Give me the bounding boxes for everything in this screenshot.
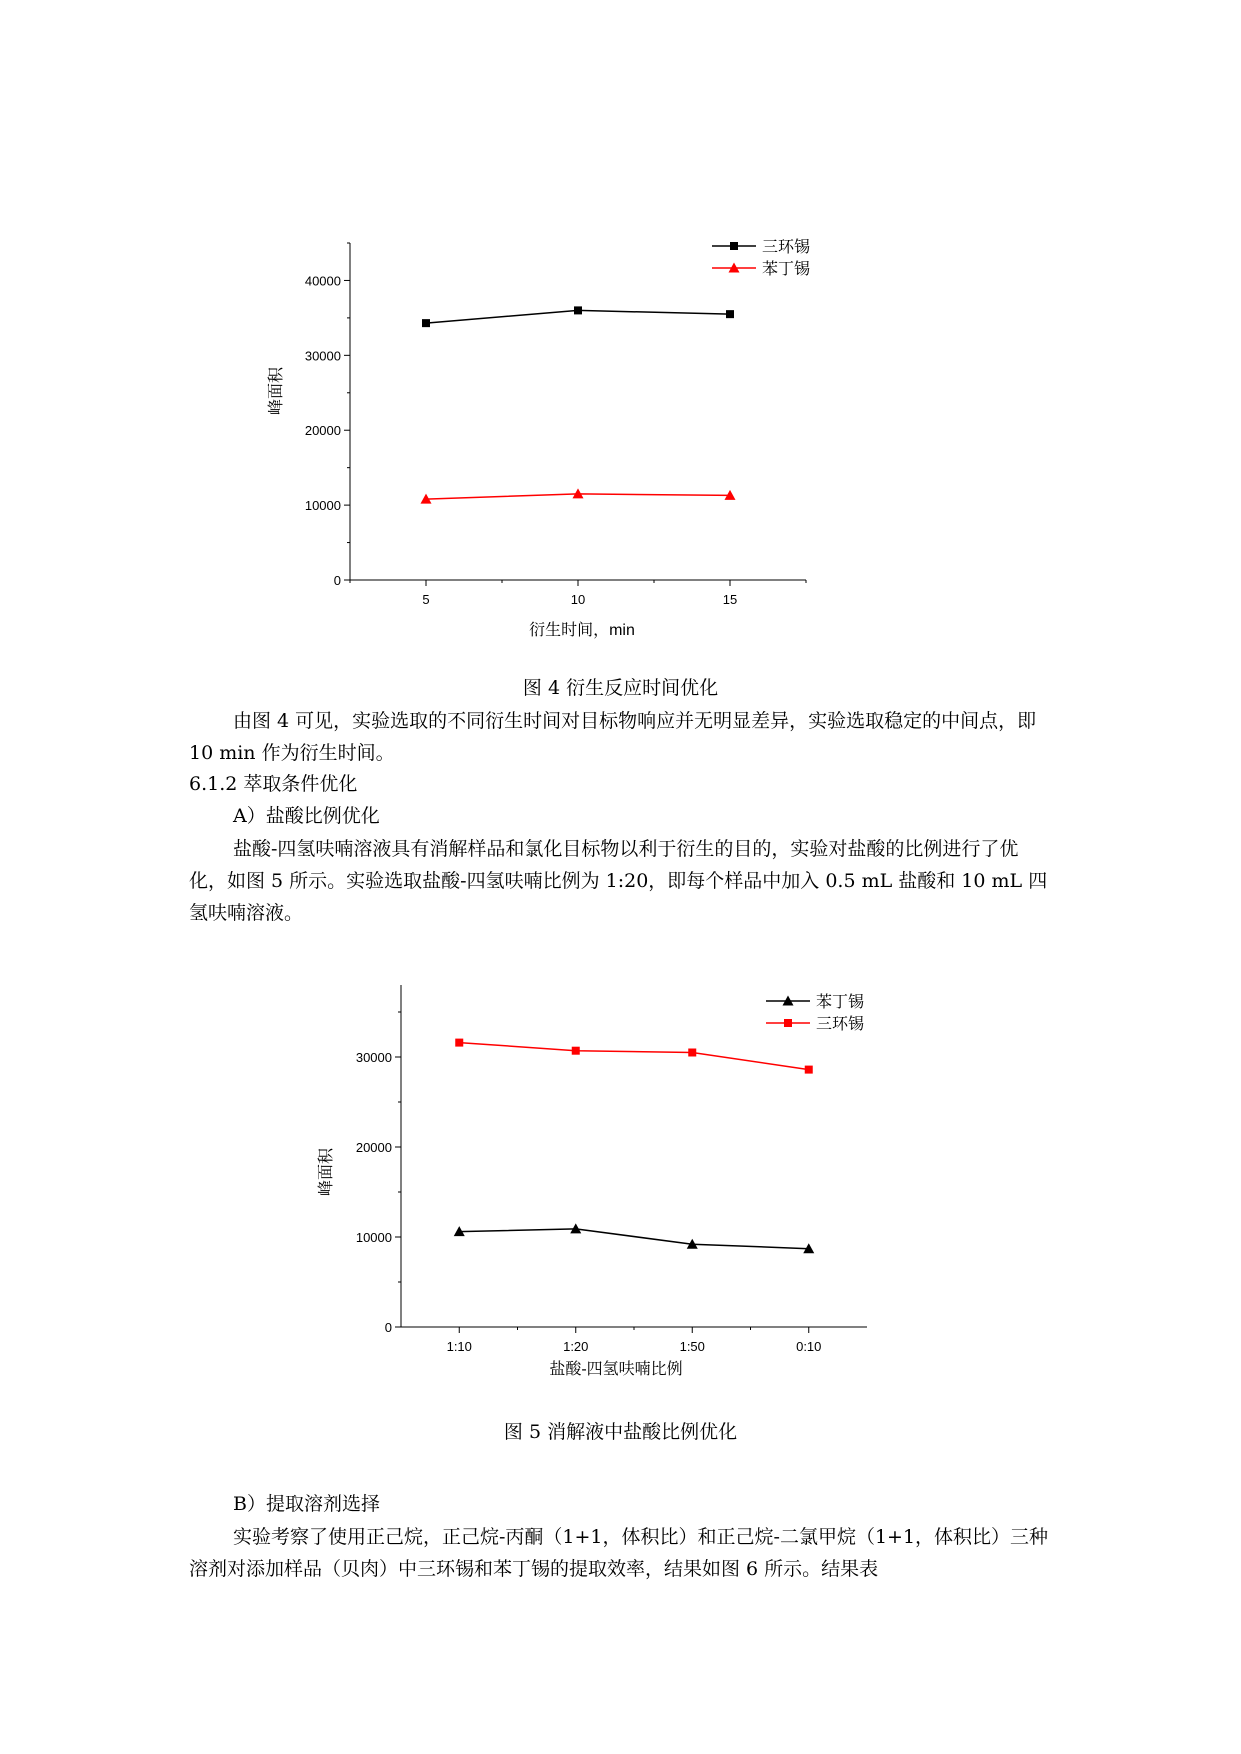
figure-4-x-tick-label: 10 [570, 592, 586, 607]
figure-4-x-tick-label: 5 [422, 592, 430, 607]
figure-5-series-line-2 [459, 1043, 809, 1070]
figure-5-data-point [572, 1047, 580, 1055]
figure-5-legend-marker-2 [784, 1019, 792, 1027]
figure-5-legend-label-2: 三环锡 [816, 1016, 865, 1033]
figure-4-chart [240, 205, 840, 645]
figure-4-y-tick-label: 30000 [304, 348, 341, 364]
figure-4-data-point [574, 306, 582, 314]
figure-5-y-tick-label: 20000 [355, 1140, 392, 1155]
figure-5-data-point [688, 1049, 696, 1057]
paragraph-2: 盐酸-四氢呋喃溶液具有消解样品和氯化目标物以利于衍生的目的，实验对盐酸的比例进行了优化，如图 5 所示。实验选取盐酸-四氢呋喃比例为 1:20，即每个样品中加入 0.5 mL 盐酸和 10 mL 四氢呋喃溶液。 [189, 838, 1048, 924]
figure-5-y-axis-label: 峰面积 [318, 1147, 335, 1197]
figure-5-data-point [805, 1066, 813, 1074]
figure-4-data-point [422, 319, 430, 327]
figure-4-legend-label-2: 苯丁锡 [762, 261, 811, 278]
figure-5-y-tick-label: 0 [384, 1320, 392, 1335]
figure-5-caption: 图 5 消解液中盐酸比例优化 [503, 1421, 738, 1443]
figure-5-x-tick-label: 1:50 [679, 1339, 705, 1354]
figure-4-y-tick-label: 10000 [304, 498, 341, 514]
figure-4-caption: 图 4 衍生反应时间优化 [522, 677, 719, 699]
figure-5-data-point [455, 1039, 463, 1047]
figure-4-y-tick-label: 20000 [304, 423, 341, 439]
sub-heading-b: B）提取溶剂选择 [233, 1493, 380, 1515]
figure-4-y-tick-label: 40000 [304, 273, 341, 289]
figure-5-x-tick-label: 0:10 [796, 1339, 822, 1354]
figure-5-y-tick-label: 30000 [355, 1050, 392, 1065]
figure-4-legend-label-1: 三环锡 [762, 239, 811, 256]
figure-4-y-axis-label: 峰面积 [268, 366, 285, 416]
figure-5-x-tick-label: 1:10 [446, 1339, 472, 1354]
figure-4-data-point [726, 310, 734, 318]
figure-4-y-tick-label: 0 [333, 573, 341, 588]
sub-heading-a: A）盐酸比例优化 [233, 805, 380, 827]
figure-4-x-axis-label: 衍生时间，min [529, 622, 635, 639]
figure-5-y-tick-label: 10000 [355, 1230, 392, 1245]
figure-5-chart [300, 975, 900, 1395]
paragraph-1: 由图 4 可见，实验选取的不同衍生时间对目标物响应并无明显差异，实验选取稳定的中间点，即 10 min 作为衍生时间。 [189, 710, 1037, 764]
figure-5-x-tick-label: 1:20 [563, 1339, 589, 1354]
figure-5-x-axis-label: 盐酸-四氢呋喃比例 [549, 1361, 683, 1378]
section-heading-6-1-2: 6.1.2 萃取条件优化 [189, 773, 358, 795]
figure-5-legend-label-1: 苯丁锡 [816, 994, 865, 1011]
figure-4-legend-marker-1 [730, 242, 738, 250]
figure-5-series-line-1 [459, 1229, 809, 1249]
figure-4-x-tick-label: 15 [722, 592, 738, 607]
paragraph-3: 实验考察了使用正己烷，正己烷-丙酮（1+1，体积比）和正己烷-二氯甲烷（1+1，体积比）三种溶剂对添加样品（贝肉）中三环锡和苯丁锡的提取效率，结果如图 6 所示。结果表 [189, 1526, 1049, 1580]
